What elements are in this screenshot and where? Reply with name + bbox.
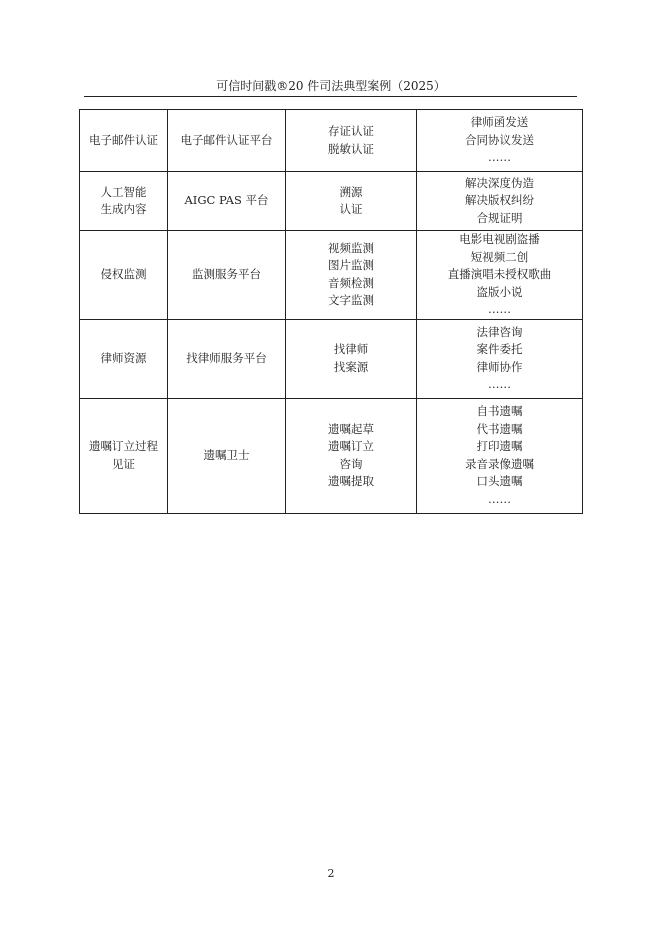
cell-category: 遗嘱订立过程 见证: [80, 398, 168, 513]
cell-platform: AIGC PAS 平台: [168, 172, 286, 231]
cell-platform: 电子邮件认证平台: [168, 110, 286, 172]
cell-scenarios: 自书遗嘱 代书遗嘱 打印遗嘱 录音录像遗嘱 口头遗嘱 ……: [417, 398, 583, 513]
cell-scenarios: 律师函发送 合同协议发送 ……: [417, 110, 583, 172]
header-title: 可信时间戳®20 件司法典型案例（2025）: [216, 79, 446, 93]
page-number: 2: [327, 867, 335, 880]
table-row: [80, 231, 583, 320]
table-row: [80, 319, 583, 398]
table-row: [80, 398, 583, 513]
page-header: [0, 79, 662, 93]
cell-platform: 遗嘱卫士: [168, 398, 286, 513]
cell-functions: 视频监测 图片监测 音频检测 文字监测: [286, 231, 417, 320]
cell-functions: 溯源 认证: [286, 172, 417, 231]
cell-functions: 遗嘱起草 遗嘱订立 咨询 遗嘱提取: [286, 398, 417, 513]
header-divider: [84, 96, 577, 97]
cell-functions: 存证认证 脱敏认证: [286, 110, 417, 172]
cell-category: 律师资源: [80, 319, 168, 398]
cell-scenarios: 电影电视剧盗播 短视频二创 直播演唱未授权歌曲 盗版小说 ……: [417, 231, 583, 320]
table-row: [80, 110, 583, 172]
cell-category: 人工智能 生成内容: [80, 172, 168, 231]
table-row: [80, 172, 583, 231]
cell-category: 电子邮件认证: [80, 110, 168, 172]
cell-scenarios: 法律咨询 案件委托 律师协作 ……: [417, 319, 583, 398]
cell-platform: 找律师服务平台: [168, 319, 286, 398]
cell-scenarios: 解决深度伪造 解决版权纠纷 合规证明: [417, 172, 583, 231]
cell-category: 侵权监测: [80, 231, 168, 320]
cell-functions: 找律师 找案源: [286, 319, 417, 398]
case-table: [79, 109, 583, 514]
cell-platform: 监测服务平台: [168, 231, 286, 320]
